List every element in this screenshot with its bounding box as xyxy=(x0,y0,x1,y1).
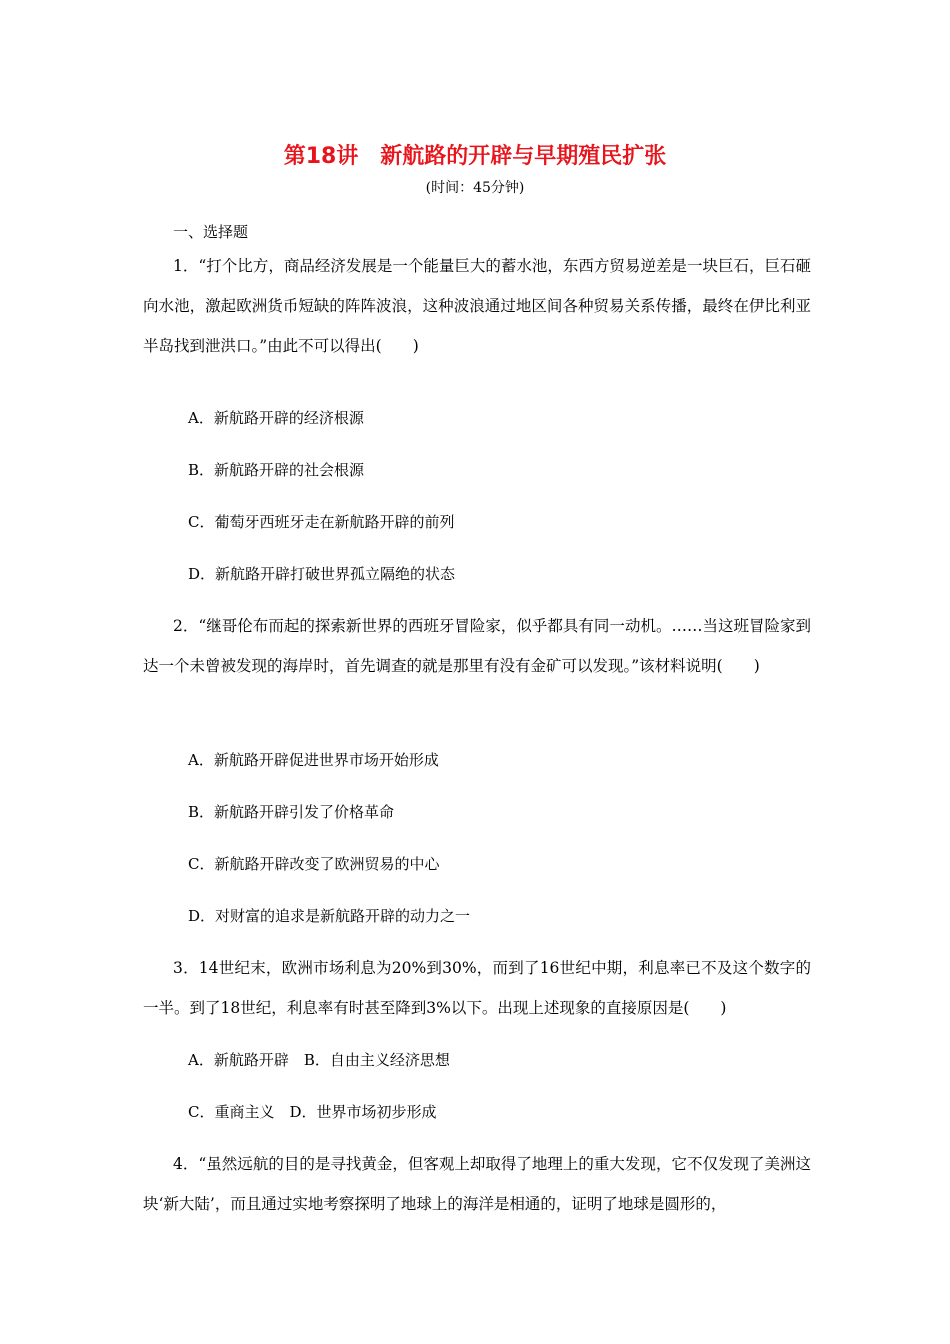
question-1-option-b: B．新航路开辟的社会根源 xyxy=(188,461,365,479)
question-3-options-ab: A．新航路开辟 B．自由主义经济思想 xyxy=(188,1051,450,1069)
time-limit-subtitle: (时间：45分钟) xyxy=(425,180,525,196)
section-heading: 一、选择题 xyxy=(173,223,249,241)
question-4-stem: 4．“虽然远航的目的是寻找黄金，但客观上却取得了地理上的重大发现，它不仅发现了美洲这块‘新大陆’，而且通过实地考察探明了地球上的海洋是相通的，证明了地球是圆形的， xyxy=(143,1155,811,1213)
question-1-option-d: D．新航路开辟打破世界孤立隔绝的状态 xyxy=(188,565,456,583)
page-title: 第18讲 新航路的开辟与早期殖民扩张 xyxy=(283,144,667,169)
question-2-option-c: C．新航路开辟改变了欧洲贸易的中心 xyxy=(188,855,440,873)
question-2-option-a: A．新航路开辟促进世界市场开始形成 xyxy=(188,751,439,769)
question-2-option-d: D．对财富的追求是新航路开辟的动力之一 xyxy=(188,907,471,925)
question-3-stem: 3．14世纪末，欧洲市场利息为20%到30%，而到了16世纪中期，利息率已不及这个数字的一半。到了18世纪，利息率有时甚至降到3%以下。出现上述现象的直接原因是( ) xyxy=(143,959,811,1017)
question-2-stem: 2．“继哥伦布而起的探索新世界的西班牙冒险家，似乎都具有同一动机。……当这班冒险家到达一个未曾被发现的海岸时，首先调查的就是那里有没有金矿可以发现。”该材料说明( ) xyxy=(143,617,811,675)
question-1-option-a: A．新航路开辟的经济根源 xyxy=(188,409,364,427)
question-3-options-cd: C．重商主义 D．世界市场初步形成 xyxy=(188,1103,437,1121)
question-1-option-c: C．葡萄牙西班牙走在新航路开辟的前列 xyxy=(188,513,455,531)
question-1-stem: 1．“打个比方，商品经济发展是一个能量巨大的蓄水池，东西方贸易逆差是一块巨石，巨石砸向水池，激起欧洲货币短缺的阵阵波浪，这种波浪通过地区间各种贸易关系传播，最终在伊比利亚半岛找到泄洪口。”由此不可以得出( ) xyxy=(143,257,811,355)
question-2-option-b: B．新航路开辟引发了价格革命 xyxy=(188,803,395,821)
